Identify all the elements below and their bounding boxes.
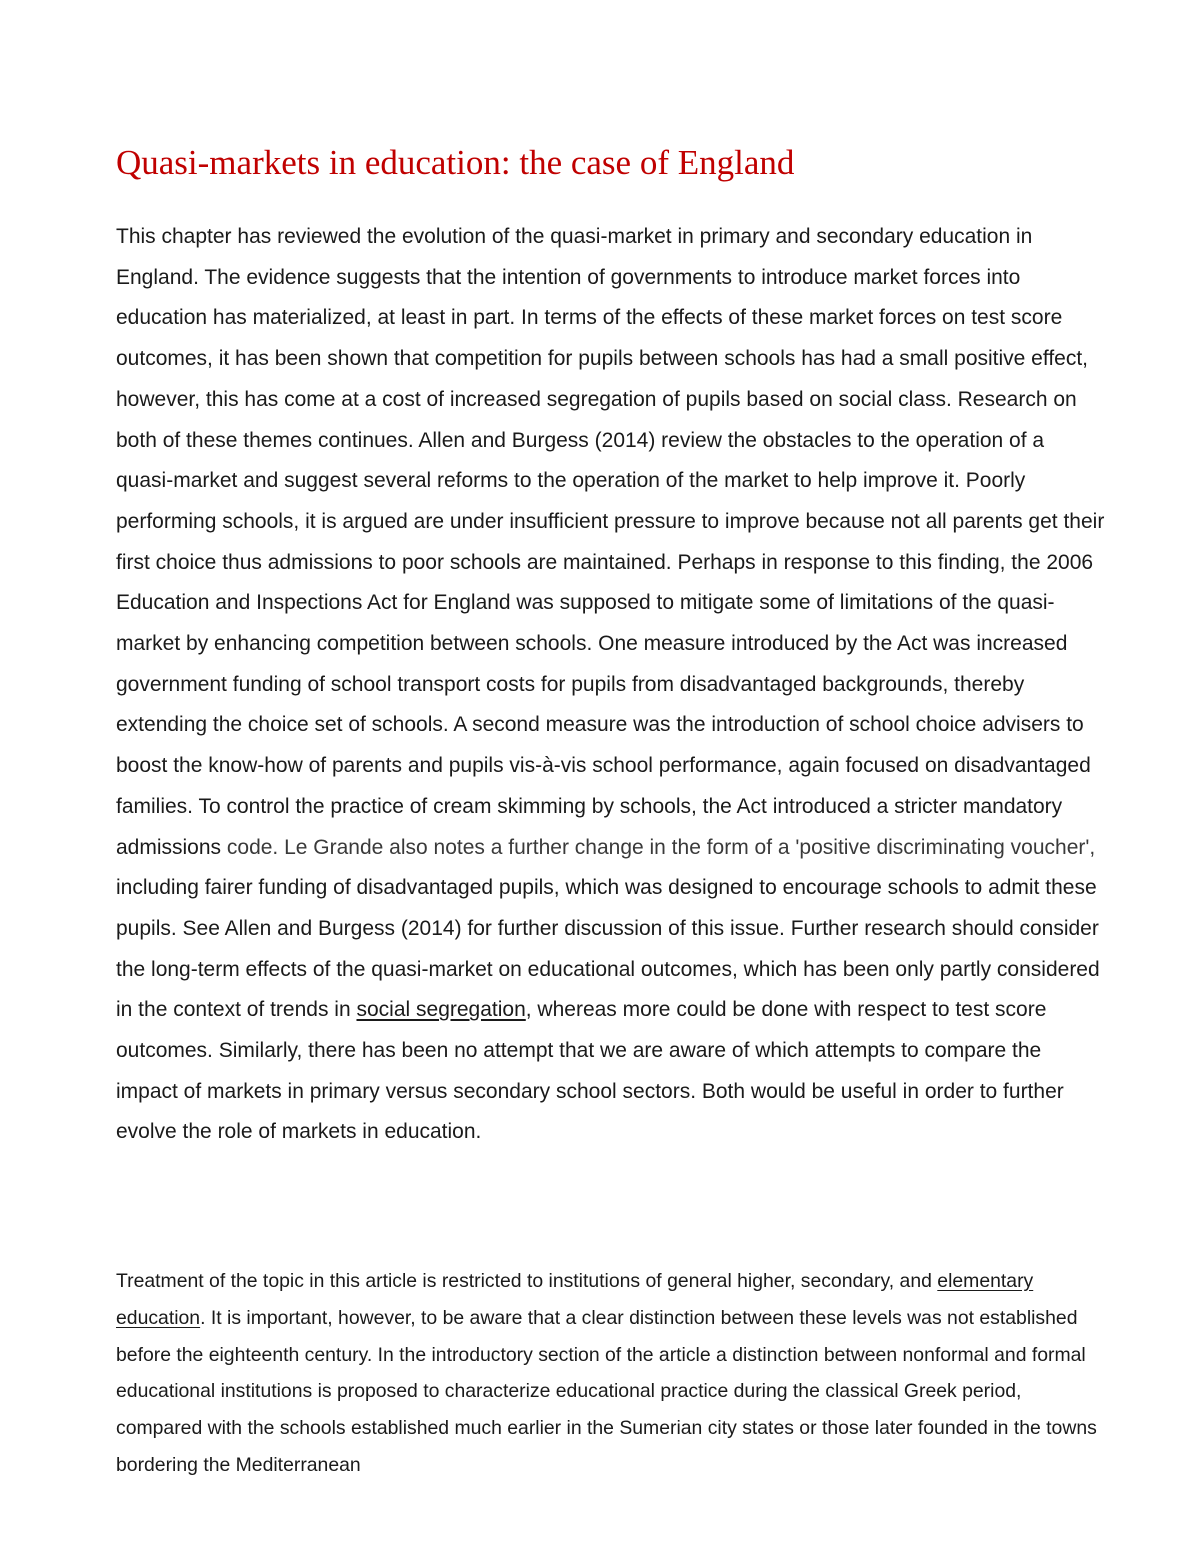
document-title: Quasi-markets in education: the case of England bbox=[116, 143, 795, 182]
paragraph-text: This chapter has reviewed the evolution of the quasi-market in primary and secondary education in England. The evidence suggests that the intention of governments to introduce market forces into education has materialized, at least in part. In terms of the effects of these market forces on test score outcomes, it has been shown that competition for pupils between schools has had a small positive effect, however, this has come at a cost of increased segregation of pupils based on social class. Research on both of these themes continues. Allen and Burgess (2014) review the obstacles to the operation of a quasi-market and suggest several reforms to the operation of the market to help improve it. Poorly performing schools, it is argued are under insufficient pressure to improve because not all parents get their first choice thus admissions to poor schools are maintained. Perhaps in response to this finding, the 2006 Education and Inspections Act for England was supposed to mitigate some of limitations of the quasi-market by enhancing competition between schools. One measure introduced by the Act was increased government funding of school transport costs for pupils from disadvantaged backgrounds, thereby extending the choice set of schools. A second measure was the introduction of school choice advisers to boost the know-how of parents and pupils vis-à-vis school performance, again focused on disadvantaged families. To control the practice of cream skimming by schools, the Act introduced a stricter mandatory admissions bbox=[116, 225, 1105, 859]
paragraph-topic-treatment bbox=[116, 1263, 1106, 1484]
paragraph-text: Treatment of the topic in this article is restricted to institutions of general higher, secondary, and bbox=[116, 1270, 932, 1292]
paragraph-text: . It is important, however, to be aware that a clear distinction between these levels was not established before the eighteenth century. In the introductory section of the article a distinction between nonformal and formal educational institutions is proposed to characterize educational practice during the classical Greek period, compared with the schools established much earlier in the Sumerian city states or those later founded in the towns bordering the Mediterranean bbox=[116, 1306, 1097, 1476]
paragraph-text: including fairer funding of disadvantaged pupils, which was designed to encourage schools to admit these pupils. See Allen and Burgess (2014) for further discussion of this issue. Further research should consider the long-term effects of the quasi-market on educational outcomes, which has been only partly considered in the context of trends in bbox=[116, 876, 1100, 1022]
paragraph-text-le-grande: code. Le Grande also notes a further change in the form of a 'positive discriminating voucher', bbox=[226, 835, 1096, 859]
paragraph-text: , whereas more could be done with respect to test score outcomes. Similarly, there has been no attempt that we are aware of which attempts to compare the impact of markets in primary versus secondary school sectors. Both would be useful in order to further evolve the role of markets in education. bbox=[116, 998, 1064, 1144]
link-elementary-education[interactable]: elementary education bbox=[116, 1270, 1034, 1329]
paragraph-quasi-market-review bbox=[116, 217, 1106, 1153]
link-social-segregation[interactable]: social segregation bbox=[356, 998, 526, 1022]
